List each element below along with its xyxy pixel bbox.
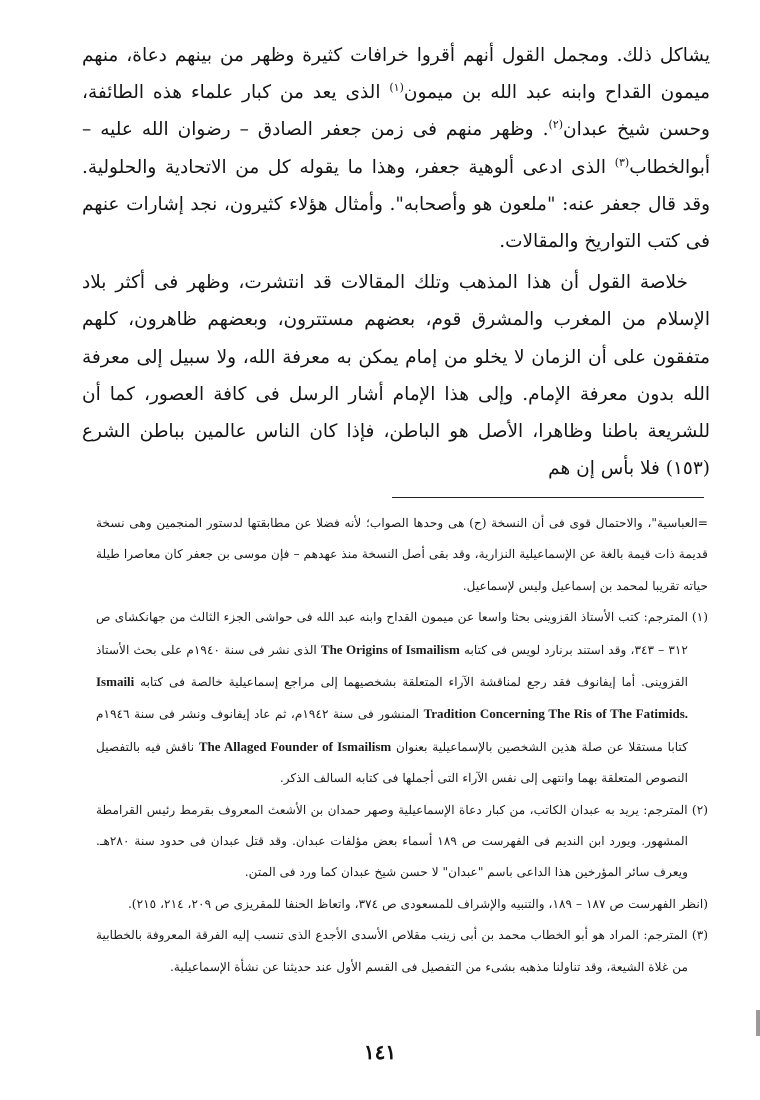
book-title-alleged-founder: The Allaged Founder of Ismailism: [198, 738, 392, 754]
paragraph-1-part-a: يشاكل ذلك. ومجمل القول أنهم أقروا خرافات كثيرة وظهر من بينهم دعاة، منهم ميمون القداح وابنه عبد الله بن ميمون: [82, 45, 710, 104]
main-text: [82, 37, 710, 487]
footnote-ref-3: (٣): [614, 155, 630, 169]
footnote-ref-2: (٢): [548, 118, 563, 132]
footnote-1-part-c: المنشور فى سنة ١٩٤٢م، ثم عاد إيفانوف ونشر فى سنة ١٩٤٦م كتابا مستقلا عن صلة هذين الشخصين بالإسماعيلية بعنوان: [96, 707, 688, 754]
page-number: ١٤١: [363, 1040, 397, 1064]
paragraph-1-part-c: . وظهر منهم فى زمن جعفر الصادق – رضوان الله عليه – أبوالخطاب: [82, 119, 710, 178]
paragraph-1: [82, 37, 710, 260]
book-title-origins-of-ismailism: The Origins of Ismailism: [320, 641, 460, 657]
footnote-1-part-d: ناقش فيه بالتفصيل النصوص المتعلقة بهما وانتهى إلى نفس الآراء التى أجملها فى كتابه السالف الذكر.: [96, 739, 688, 786]
footnote-2: (٢) المترجم: يريد به عبدان الكاتب، من كبار دعاة الإسماعيلية وصهر حمدان بن الأشعث المعروف بقرمط رئيس القرامطة المشهور. ويورد ابن النديم فى الفهرست ص ١٨٩ أسماء بعض مؤلفات عبدان. وقد قتل عبدان فى حدود سنة ٢٨٠هـ. ويعرف سائر المؤرخين هذا الداعى باسم "عبدان" لا حسن شيخ عبدان كما ورد فى المتن.: [96, 802, 708, 880]
footnote-carryover: =العباسية"، والاحتمال قوى فى أن النسخة (ح) هى وحدها الصواب؛ لأنه فضلا عن مطابقتها لدستور المنجمين وهى نسخة قديمة ذات قيمة بالغة عن الإسماعيلية النزارية، وقد بقى أصل النسخة منذ عهدهم – فإن موسى بن جعفر كان معاصرا طيلة حياته تقريبا لمحمد بن إسماعيل وليس لإسماعيل.: [96, 516, 708, 593]
paragraph-1-part-b: الذى يعد من كبار علماء هذه الطائفة، وحسن شيخ عبدان: [82, 82, 710, 141]
footnote-1: [96, 602, 708, 794]
footnotes: [96, 508, 708, 983]
paragraph-2: خلاصة القول أن هذا المذهب وتلك المقالات قد انتشرت، وظهر فى أكثر بلاد الإسلام من المغرب والمشرق قوم، بعضهم مستترون، وبعضهم ظاهرون، كلهم متفقون على أن الزمان لا يخلو من إمام يمكن به معرفة الله، ولا سبيل إلى معرفة الله بدون معرفة الإمام. وإلى هذا الإمام أشار الرسل فى كافة العصور، كما أن للشريعة باطنا وظاهرا، الأصل هو الباطن، فإذا كان الناس عالمين بباطن الشرع (١٥٣) فلا بأس إن هم: [82, 272, 710, 480]
footnote-2-references: (انظر الفهرست ص ١٨٧ – ١٨٩، والتنبيه والإشراف للمسعودى ص ٣٧٤، واتعاظ الحنفا للمقريزى ص ٢٠٩، ٢١٤، ٢١٥).: [127, 896, 708, 911]
footnote-1-part-b: الذى نشر فى سنة ١٩٤٠م على بحث الأستاذ القزوينى. أما إيفانوف فقد رجع لمناقشة الآراء المتعلقة بشخصيهما إلى مراجع إسماعيلية خالصة فى كتابه: [96, 642, 688, 690]
footnote-3: (٣) المترجم: المراد هو أبو الخطاب محمد بن أبى زينب مقلاص الأسدى الأجدع الذى تنسب إليه الفرقة المعروفة بالخطابية من غلاة الشيعة، وقد تناولنا مذهبه بشىء من التفصيل فى القسم الأول عند حديثنا عن نشأة الإسماعيلية.: [96, 928, 708, 974]
footnote-ref-1: (١): [389, 81, 404, 95]
footnote-1-part-a: (١) المترجم: كتب الأستاذ القزوينى بحثا واسعا عن ميمون القداح وابنه عبد الله فى حواشى الجزء الثالث من جهانكشاى ص ٣١٢ – ٣٤٣، وقد استند برنارد لويس فى كتابه: [96, 610, 708, 657]
book-title-ismaili-tradition: Ismaili Tradition Concerning The Ris of The Fatimids.: [96, 674, 689, 722]
paragraph-1-part-d: الذى ادعى ألوهية جعفر، وهذا ما يقوله كل من الاتحادية والحلولية. وقد قال جعفر عنه: "ملعون هو وأصحابه". وأمثال هؤلاء كثيرون، نجد إشارات عنهم فى كتب التواريخ والمقالات.: [82, 156, 710, 253]
footnote-separator: [392, 497, 704, 498]
scan-edge-marker: [756, 1010, 760, 1036]
